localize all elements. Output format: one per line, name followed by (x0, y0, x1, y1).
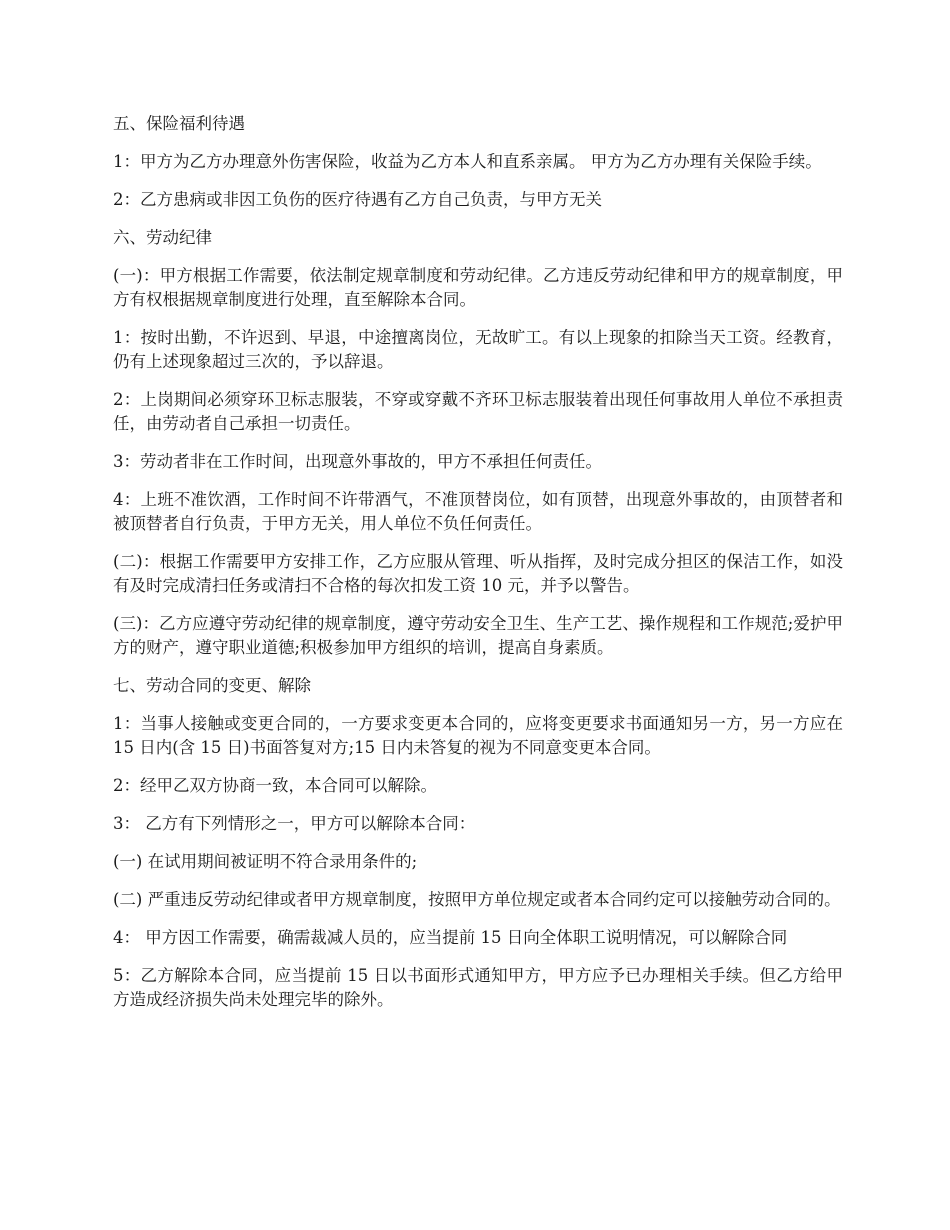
paragraph: 1：甲方为乙方办理意外伤害保险，收益为乙方本人和直系亲属。 甲方为乙方办理有关保险手续。 (113, 152, 822, 171)
paragraph: 1：当事人接触或变更合同的，一方要求变更本合同的，应将变更要求书面通知另一方，另一方应在 15 日内(含 15 日)书面答复对方;15 日内未答复的视为不同意变更本合同。 (113, 714, 843, 757)
paragraph: (一) 在试用期间被证明不符合录用条件的; (113, 852, 418, 871)
paragraph: 2：经甲乙双方协商一致，本合同可以解除。 (113, 776, 437, 795)
paragraph: (一)：甲方根据工作需要，依法制定规章制度和劳动纪律。乙方违反劳动纪律和甲方的规章制度，甲方有权根据规章制度进行处理，直至解除本合同。 (113, 266, 843, 309)
paragraph: 4：上班不准饮酒，工作时间不许带酒气，不准顶替岗位，如有顶替，出现意外事故的，由顶替者和被顶替者自行负责，于甲方无关，用人单位不负任何责任。 (113, 490, 843, 533)
paragraph: 3： 乙方有下列情形之一，甲方可以解除本合同： (113, 814, 476, 833)
section-heading-discipline: 六、劳动纪律 (113, 228, 212, 247)
paragraph: 5：乙方解除本合同，应当提前 15 日以书面形式通知甲方，甲方应予已办理相关手续。但乙方给甲方造成经济损失尚未处理完毕的除外。 (113, 966, 843, 1009)
paragraph: 2：乙方患病或非因工负伤的医疗待遇有乙方自己负责，与甲方无关 (113, 190, 602, 209)
paragraph: 4： 甲方因工作需要，确需裁减人员的，应当提前 15 日向全体职工说明情况，可以解除合同 (113, 928, 788, 947)
paragraph: 3：劳动者非在工作时间，出现意外事故的，甲方不承担任何责任。 (113, 452, 602, 471)
paragraph: (二) 严重违反劳动纪律或者甲方规章制度，按照甲方单位规定或者本合同约定可以接触劳动合同的。 (113, 890, 841, 909)
section-heading-contract-changes: 七、劳动合同的变更、解除 (113, 676, 311, 695)
paragraph: (三)：乙方应遵守劳动纪律的规章制度，遵守劳动安全卫生、生产工艺、操作规程和工作规范;爱护甲方的财产，遵守职业道德;积极参加甲方组织的培训，提高自身素质。 (113, 614, 843, 657)
paragraph: 2：上岗期间必须穿环卫标志服装，不穿或穿戴不齐环卫标志服装着出现任何事故用人单位不承担责任，由劳动者自己承担一切责任。 (113, 390, 843, 433)
paragraph: (二)：根据工作需要甲方安排工作，乙方应服从管理、听从指挥，及时完成分担区的保洁工作，如没有及时完成清扫任务或清扫不合格的每次扣发工资 10 元，并予以警告。 (113, 552, 843, 595)
paragraph: 1：按时出勤，不许迟到、早退，中途擅离岗位，无故旷工。有以上现象的扣除当天工资。经教育，仍有上述现象超过三次的，予以辞退。 (113, 328, 843, 371)
document-body (113, 112, 843, 1026)
section-heading-insurance: 五、保险福利待遇 (113, 114, 245, 133)
